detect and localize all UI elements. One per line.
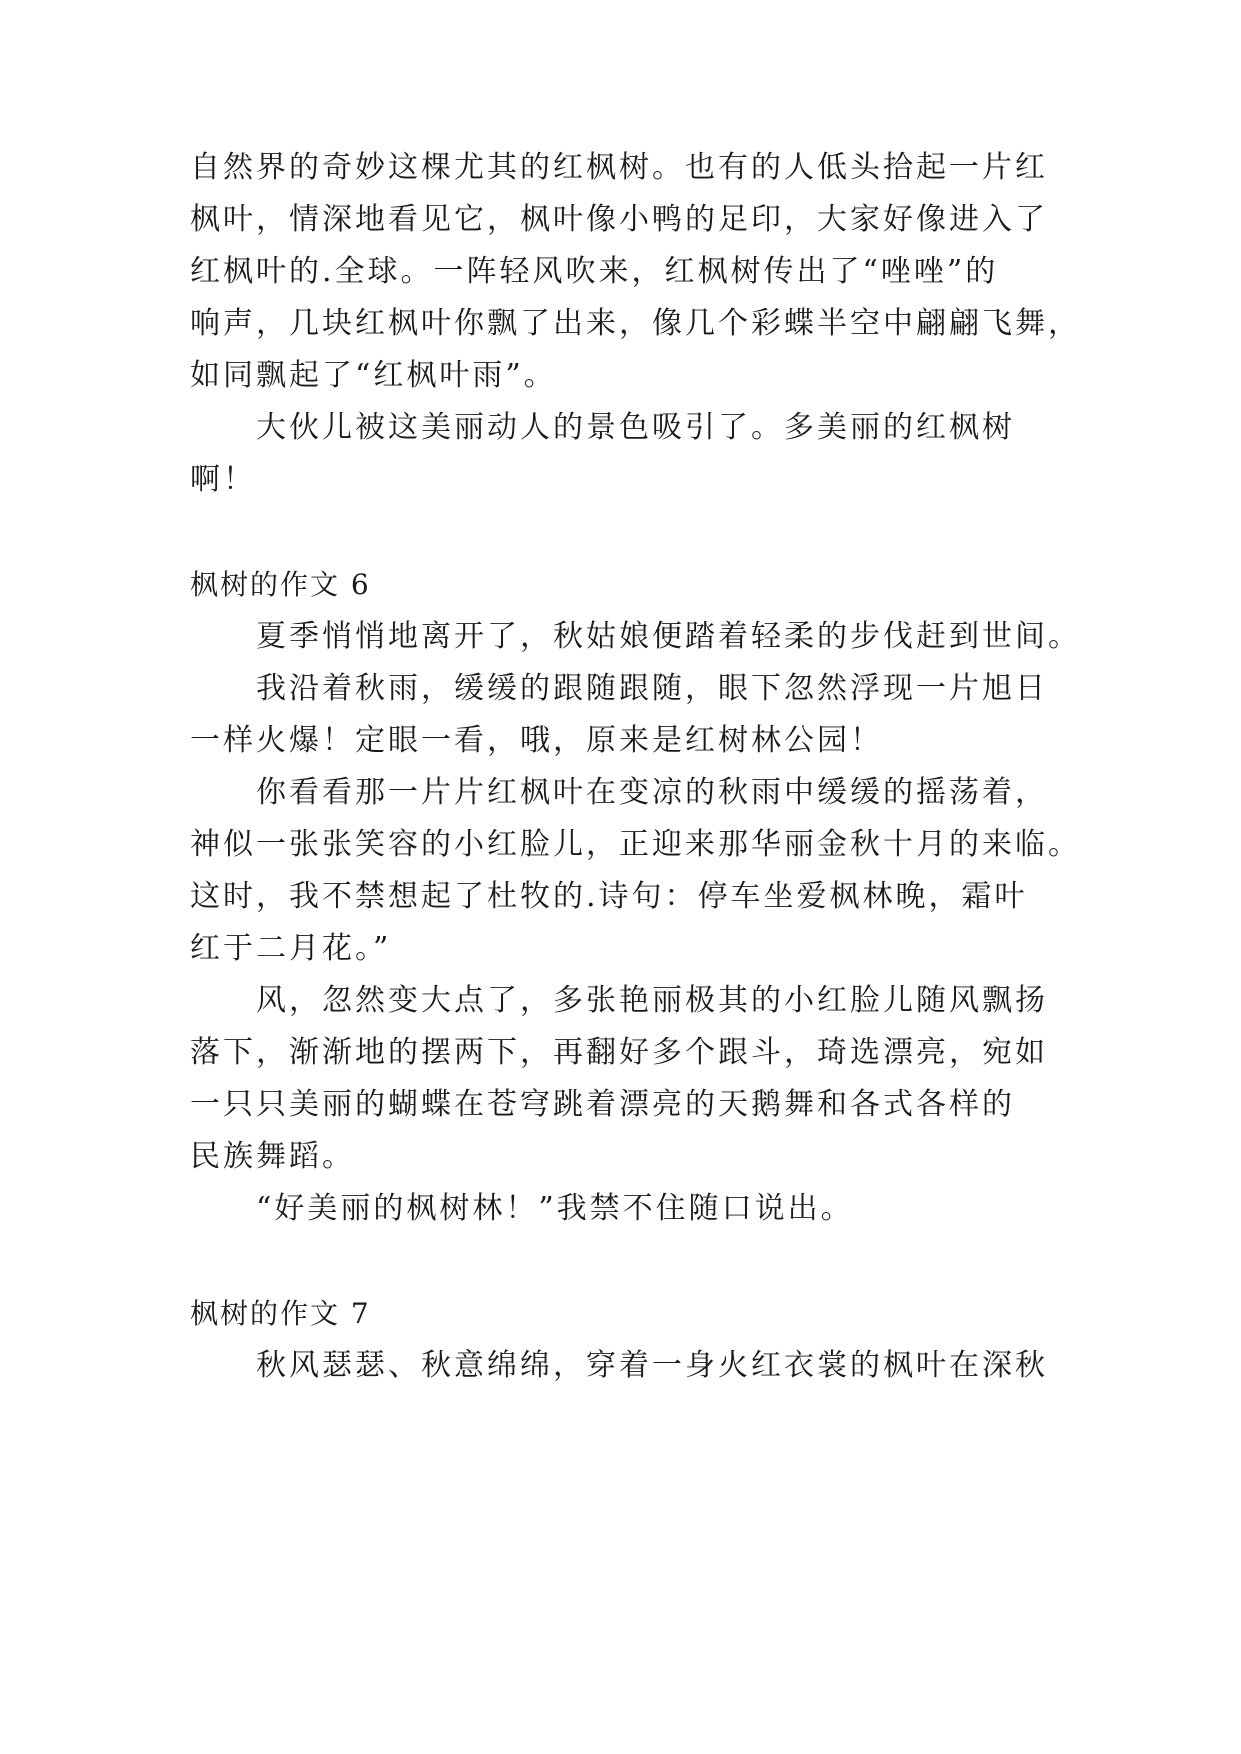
text-line: 我沿着秋雨，缓缓的跟随跟随，眼下忽然浮现一片旭日 bbox=[256, 671, 1048, 706]
text-line: 你看看那一片片红枫叶在变凉的秋雨中缓缓的摇荡着， bbox=[256, 775, 1048, 810]
text-line: 自然界的奇妙这棵尤其的红枫树。也有的人低头拾起一片红 bbox=[190, 150, 1048, 185]
text-line: 红于二月花。” bbox=[190, 931, 392, 966]
text-line: 如同飘起了“红枫叶雨”。 bbox=[190, 358, 557, 393]
text-line: 民族舞蹈。 bbox=[190, 1139, 355, 1174]
text-line: 一样火爆！定眼一看，哦，原来是红树林公园！ bbox=[190, 723, 883, 758]
section-heading: 枫树的作文 7 bbox=[190, 1297, 371, 1330]
text-line: 夏季悄悄地离开了，秋姑娘便踏着轻柔的步伐赶到世间。 bbox=[256, 619, 1081, 654]
text-line: 落下，渐渐地的摆两下，再翻好多个跟斗，琦选漂亮，宛如 bbox=[190, 1035, 1048, 1070]
text-line: “好美丽的枫树林！”我禁不住随口说出。 bbox=[256, 1191, 854, 1226]
text-line: 枫叶，情深地看见它，枫叶像小鸭的足印，大家好像进入了 bbox=[190, 202, 1048, 237]
text-line: 神似一张张笑容的小红脸儿，正迎来那华丽金秋十月的来临。 bbox=[190, 827, 1081, 862]
text-line: 红枫叶的.全球。一阵轻风吹来，红枫树传出了“唑唑”的 bbox=[190, 254, 999, 289]
text-line: 这时，我不禁想起了杜牧的.诗句：停车坐爱枫林晚，霜叶 bbox=[190, 879, 1028, 914]
text-line: 响声，几块红枫叶你飘了出来，像几个彩蝶半空中翩翩飞舞， bbox=[190, 306, 1081, 341]
text-line: 风，忽然变大点了，多张艳丽极其的小红脸儿随风飘扬 bbox=[256, 983, 1048, 1018]
section-heading: 枫树的作文 6 bbox=[190, 568, 371, 601]
text-line: 啊！ bbox=[190, 462, 256, 497]
text-line: 一只只美丽的蝴蝶在苍穹跳着漂亮的天鹅舞和各式各样的 bbox=[190, 1087, 1015, 1122]
text-line: 秋风瑟瑟、秋意绵绵，穿着一身火红衣裳的枫叶在深秋 bbox=[256, 1348, 1048, 1383]
text-line: 大伙儿被这美丽动人的景色吸引了。多美丽的红枫树 bbox=[256, 410, 1015, 445]
